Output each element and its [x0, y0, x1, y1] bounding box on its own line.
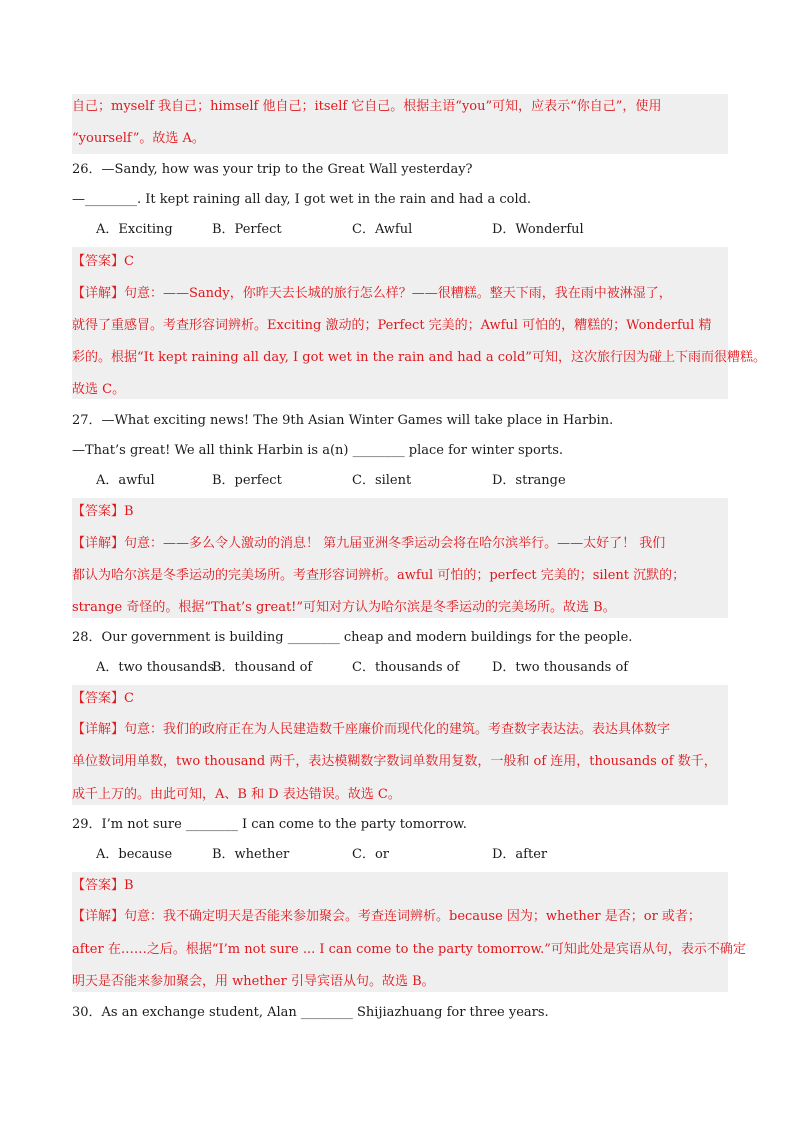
explanation-line: 自己；myself 我自己；himself 他自己；itself 它自己。根据主语“you”可知，应表示“你自己”，使用 [72, 99, 662, 114]
explanation-line: 都认为哈尔滨是冬季运动的完美场所。考查形容词辨析。awful 可怕的；perfect 完美的；silent 沉默的； [72, 568, 686, 583]
option-a: A．because [96, 847, 173, 862]
option-c: C．or [352, 847, 389, 862]
explanation-line: 明天是否能来参加聚会，用 whether 引导宾语从句。故选 B。 [72, 974, 435, 989]
answer-label: 【答案】C [72, 691, 134, 706]
answer-label: 【答案】B [72, 878, 134, 893]
explanation-line: 【详解】句意：我们的政府正在为人民建造数千座廉价而现代化的建筑。考查数字表达法。表达具体数字 [72, 722, 671, 737]
question-stem: —________. It kept raining all day, I got wet in the rain and had a cold. [72, 192, 532, 207]
explanation-line: 【详解】句意：——多么令人激动的消息！ 第九届亚洲冬季运动会将在哈尔滨举行。——太好了！ 我们 [72, 536, 666, 551]
explanation-line: 【详解】句意：我不确定明天是否能来参加聚会。考查连词辨析。because 因为；whether 是否；or 或者； [72, 909, 701, 924]
option-b: B．Perfect [212, 222, 282, 237]
question-stem: 30．As an exchange student, Alan ________ Shijiazhuang for three years. [72, 1005, 549, 1020]
option-c: C．Awful [352, 222, 413, 237]
option-b: B．thousand of [212, 660, 313, 675]
option-c: C．thousands of [352, 660, 460, 675]
option-d: D．two thousands of [492, 660, 629, 675]
explanation-line: 【详解】句意：——Sandy，你昨天去长城的旅行怎么样？——很糟糕。整天下雨，我在雨中被淋湿了， [72, 286, 672, 301]
option-a: A．two thousands [96, 660, 215, 675]
option-b: B．perfect [212, 473, 282, 488]
option-b: B．whether [212, 847, 290, 862]
explanation-line: 单位数词用单数，two thousand 两千，表达模糊数字数词单数用复数，一般和 of 连用，thousands of 数千， [72, 754, 717, 769]
question-stem: 27．—What exciting news! The 9th Asian Winter Games will take place in Harbin. [72, 413, 614, 428]
explanation-line: 就得了重感冒。考查形容词辨析。Exciting 激动的；Perfect 完美的；Awful 可怕的，糟糕的；Wonderful 精 [72, 318, 712, 333]
answer-label: 【答案】C [72, 254, 134, 269]
option-a: A．Exciting [96, 222, 173, 237]
option-d: D．strange [492, 473, 566, 488]
explanation-line: “yourself”。故选 A。 [72, 131, 205, 146]
explanation-line: after 在……之后。根据“I’m not sure ... I can come to the party tomorrow.”可知此处是宾语从句，表示不确定 [72, 942, 746, 957]
option-c: C．silent [352, 473, 412, 488]
question-stem: —That’s great! We all think Harbin is a(n) ________ place for winter sports. [72, 443, 564, 458]
explanation-line: 成千上万的。由此可知，A、B 和 D 表达错误。故选 C。 [72, 787, 401, 802]
option-d: D．after [492, 847, 548, 862]
explanation-line: 彩的。根据“It kept raining all day, I got wet in the rain and had a cold”可知，这次旅行因为碰上下雨而很糟糕。 [72, 350, 766, 365]
explanation-line: strange 奇怪的。根据“That’s great!”可知对方认为哈尔滨是冬季运动的完美场所。故选 B。 [72, 600, 616, 615]
answer-label: 【答案】B [72, 504, 134, 519]
option-a: A．awful [96, 473, 155, 488]
question-stem: 29．I’m not sure ________ I can come to the party tomorrow. [72, 817, 467, 832]
question-stem: 28．Our government is building ________ cheap and modern buildings for the people. [72, 630, 633, 645]
option-d: D．Wonderful [492, 222, 584, 237]
question-stem: 26．—Sandy, how was your trip to the Great Wall yesterday? [72, 162, 473, 177]
explanation-line: 故选 C。 [72, 382, 126, 397]
